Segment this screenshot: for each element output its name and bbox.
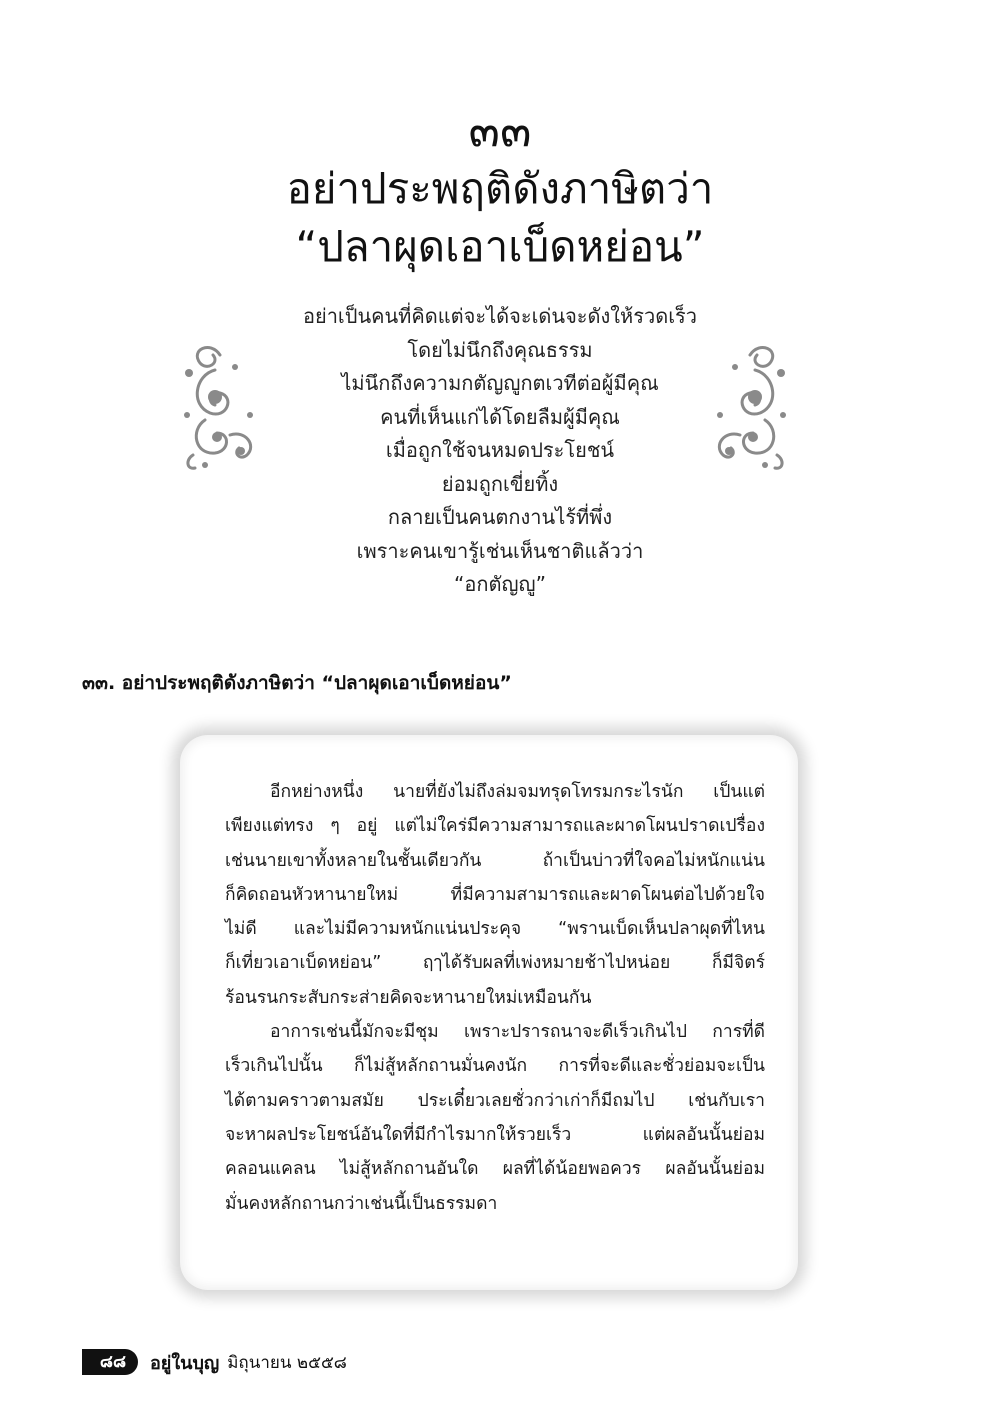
body-line: ได้ตามคราวตามสมัย ประเดี๋ยวเลยชั่วกว่าเก่าก็มีถมไป เช่นกับเรา	[225, 1090, 765, 1111]
issue-date: มิถุนายน ๒๕๕๘	[227, 1352, 347, 1373]
verse-line: อย่าเป็นคนที่คิดแต่จะได้จะเด่นจะดังให้รวดเร็ว	[302, 304, 698, 328]
body-line: ก็คิดถอนหัวหานายใหม่ ที่มีความสามารถและผาดโผนต่อไปด้วยใจ	[225, 884, 765, 905]
body-line: มั่นคงหลักถานกว่าเช่นนี้เป็นธรรมดา	[225, 1193, 498, 1214]
verse-line: เมื่อถูกใช้จนหมดประโยชน์	[385, 438, 615, 462]
body-line: อาการเช่นนี้มักจะมีชุม เพราะปรารถนาจะดีเร็วเกินไป การที่ดี	[270, 1022, 765, 1043]
chapter-header	[0, 100, 1000, 276]
chapter-title-line-1: อย่าประพฤติดังภาษิตว่า	[286, 164, 714, 213]
verse-line: เพราะคนเขารู้เช่นเห็นชาติแล้วว่า	[356, 538, 644, 563]
verse-line: “อกตัญญู”	[454, 572, 546, 596]
body-line: ไม่ดี และไม่มีความหนักแน่นประคุจ “พรานเบ็ดเห็นปลาผุดที่ไหน	[225, 919, 765, 940]
verse-line: คนที่เห็นแก่ได้โดยลืมผู้มีคุณ	[380, 404, 620, 429]
body-line: คลอนแคลน ไม่สู้หลักถานอันใด ผลที่ได้น้อยพอควร ผลอันนั้นย่อม	[225, 1159, 765, 1180]
body-line: จะหาผลประโยชน์อันใดที่มีกำไรมากให้รวยเร็ว แต่ผลอันนั้นย่อม	[225, 1124, 765, 1145]
chapter-number: ๓๓	[468, 103, 532, 157]
body-line: อีกหย่างหนึ่ง นายที่ยังไม่ถึงล่มจมทรุดโทรมกระไรนัก เป็นแต่	[270, 782, 765, 802]
verse-line: กลายเป็นคนตกงานไร้ที่พึ่ง	[387, 505, 613, 529]
verse-line: ย่อมถูกเขี่ยทิ้ง	[441, 471, 559, 496]
body-line: ก็เที่ยวเอาเบ็ดหย่อน” ฤๅได้รับผลที่เพ่งหมายช้าไปหน่อย ก็มีจิตร์	[225, 953, 765, 974]
body-text	[225, 775, 765, 1221]
magazine-title: อยู่ในบุญ	[150, 1352, 220, 1374]
body-line: ร้อนรนกระสับกระส่ายคิดจะหานายใหม่เหมือนกัน	[225, 987, 592, 1008]
section-heading: ๓๓. อย่าประพฤติดังภาษิตว่า “ปลาผุดเอาเบ็ดหย่อน”	[82, 672, 512, 694]
chapter-title-line-2: “ปลาผุดเอาเบ็ดหย่อน”	[295, 222, 705, 271]
body-line: เพียงแต่ทรง ๆ อยู่ แต่ไม่ใคร่มีความสามารถและผาดโผนปราดเปรื่อง	[225, 816, 765, 837]
body-line: เช่นนายเขาทั้งหลายในชั้นเดียวกัน ถ้าเป็นบ่าวที่ใจคอไม่หนักแน่น	[225, 850, 765, 871]
verse-block	[250, 300, 750, 602]
body-line: เร็วเกินไปนั้น ก็ไม่สู้หลักถานมั่นคงนัก การที่จะดีและชั่วย่อมจะเป็น	[225, 1056, 765, 1077]
page-number-badge: ๘๘	[82, 1349, 138, 1375]
page-footer	[82, 1347, 347, 1377]
verse-line: ไม่นึกถึงความกตัญญูกตเวทีต่อผู้มีคุณ	[341, 371, 659, 395]
verse-line: โดยไม่นึกถึงคุณธรรม	[407, 337, 593, 362]
